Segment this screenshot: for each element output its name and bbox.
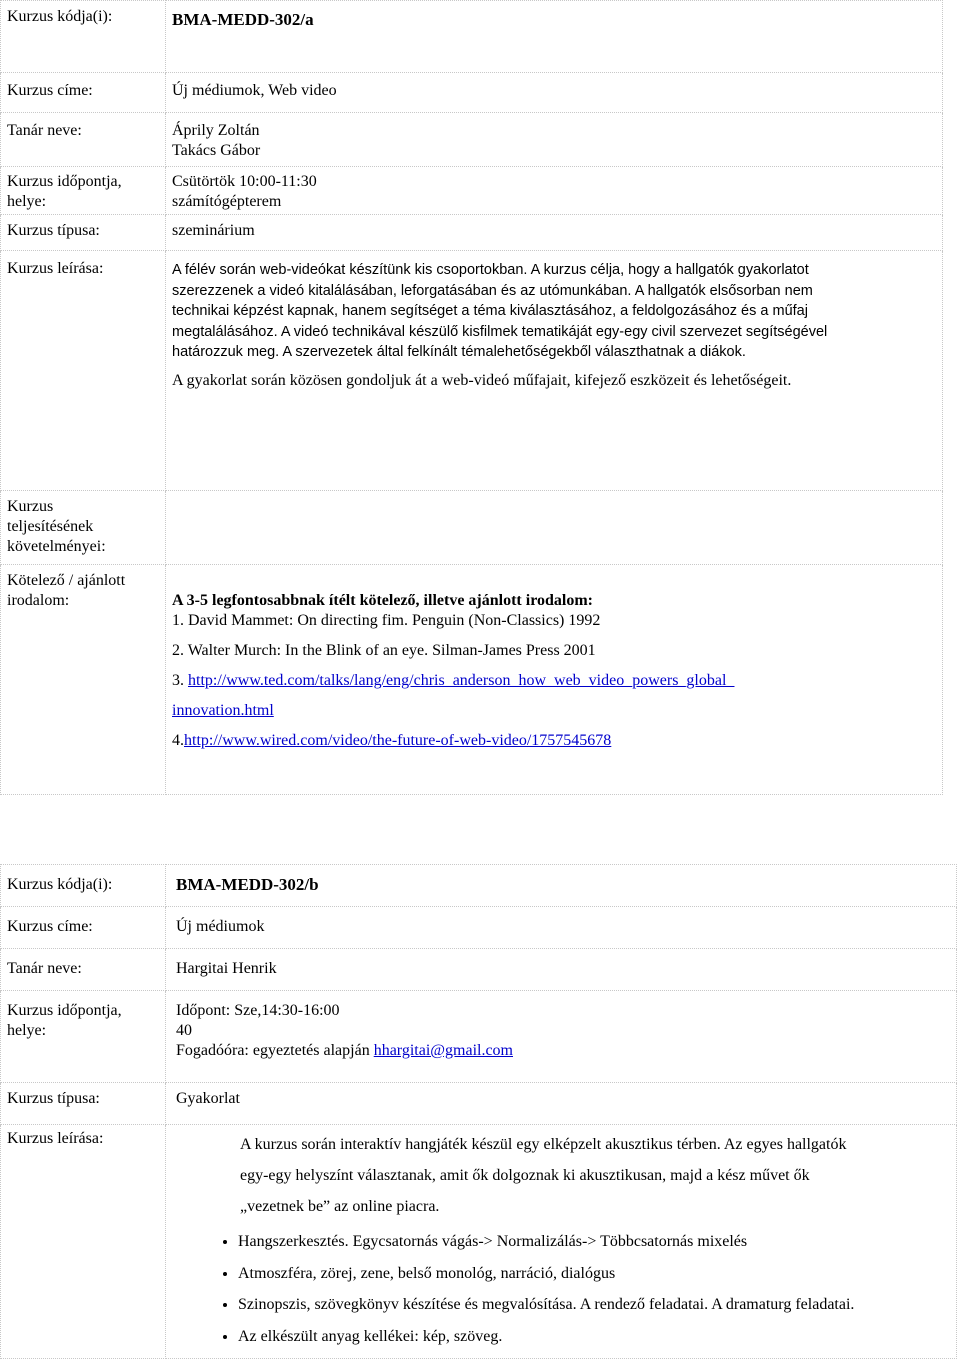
course-title: Új médiumok, Web video	[166, 73, 943, 113]
topic-list	[172, 1232, 956, 1347]
wired-link[interactable]: http://www.wired.com/video/the-future-of-web-video/1757545678	[184, 732, 612, 749]
course-code: BMA-MEDD-302/a	[172, 10, 314, 29]
literature-item: 4.http://www.wired.com/video/the-future-of-web-video/1757545678	[172, 732, 612, 749]
literature-heading: A 3-5 legfontosabbnak ítélt kötelező, illetve ajánlott irodalom:	[172, 592, 593, 609]
course-time-place	[166, 991, 957, 1083]
description-extra: A gyakorlat során közösen gondoljuk át a web-videó műfajait, kifejező eszközeit és lehetőségeit.	[172, 371, 792, 389]
code-label: Kurzus kódja(i):	[1, 1, 166, 73]
requirements-label: Kurzus teljesítésének követelményei:	[1, 491, 166, 565]
course-table-b	[0, 864, 957, 1359]
course-description	[166, 1125, 957, 1359]
list-item: • Hangszerkesztés. Egycsatornás vágás-> Normalizálás-> Többcsatornás mixelés	[238, 1232, 956, 1252]
description-paragraph: A félév során web-videókat készítünk kis csoportokban. A kurzus célja, hogy a hallgatók gyakorlatot szerezzenek a videó kitalálásában, leforgatásában és az utómunkában. A hallgatók elsősorban nem technikai képzést kapnak, hanem segítséget a téma kiválasztásához, a feldolgozásához és a műfaj megtalálásához. A videó technikával készülő kisfilmek tematikáját egy-egy civil szervezet segítségével határozzuk meg. A szervezetek által felkínált témalehetőségekből választhatnak a diákok.	[172, 262, 828, 360]
title-label: Kurzus címe:	[1, 73, 166, 113]
ted-link-continued[interactable]: innovation.html	[172, 702, 274, 719]
teacher-name: Hargitai Henrik	[166, 949, 957, 991]
type-label: Kurzus típusa:	[1, 1083, 166, 1125]
ted-link[interactable]: http://www.ted.com/talks/lang/eng/chris_anderson_how_web_video_powers_global_	[188, 672, 735, 689]
course-type: szeminárium	[166, 215, 943, 251]
course-type: Gyakorlat	[166, 1083, 957, 1125]
literature-item: 1. David Mammet: On directing fim. Penguin (Non-Classics) 1992	[172, 612, 601, 629]
literature-item: 2. Walter Murch: In the Blink of an eye. Silman-James Press 2001	[172, 642, 596, 659]
course-code: BMA-MEDD-302/b	[176, 875, 319, 894]
teacher-label: Tanár neve:	[1, 949, 166, 991]
course-title: Új médiumok	[166, 907, 957, 949]
teacher-name: Takács Gábor	[172, 142, 261, 159]
list-item: • Szinopszis, szövegkönyv készítése és megvalósítása. A rendező feladatai. A dramaturg feladatai.	[238, 1295, 956, 1315]
desc-label: Kurzus leírása:	[1, 1125, 166, 1359]
office-hours: Fogadóóra: egyeztetés alapján hhargitai@gmail.com	[176, 1042, 513, 1059]
course-time-place	[166, 167, 943, 215]
literature-item: 3. http://www.ted.com/talks/lang/eng/chris_anderson_how_web_video_powers_global_	[172, 672, 735, 689]
type-label: Kurzus típusa:	[1, 215, 166, 251]
list-item: • Az elkészült anyag kellékei: kép, szöveg.	[238, 1327, 956, 1347]
list-item: • Atmoszféra, zörej, zene, belső monológ, narráció, dialógus	[238, 1264, 956, 1284]
description-paragraph: A kurzus során interaktív hangjáték készül egy elképzelt akusztikus térben. Az egyes hallgatók egy-egy helyszínt választanak, amit ők dolgoznak ki akusztikusan, majd a kész művet ők „vezetnek be” az online piacra.	[240, 1136, 847, 1215]
literature-label: Kötelező / ajánlott irodalom:	[1, 565, 166, 795]
code-label: Kurzus kódja(i):	[1, 865, 166, 907]
teacher-name: Áprily Zoltán	[172, 122, 260, 139]
course-time: Időpont: Sze,14:30-16:00	[176, 1002, 340, 1019]
desc-label: Kurzus leírása:	[1, 251, 166, 491]
time-label: Kurzus időpontja, helye:	[1, 167, 166, 215]
course-room: 40	[176, 1022, 192, 1039]
course-place: számítógépterem	[172, 193, 282, 210]
teacher-label: Tanár neve:	[1, 113, 166, 167]
course-description	[166, 251, 943, 491]
literature-list	[166, 565, 943, 795]
teacher-names	[166, 113, 943, 167]
course-time: Csütörtök 10:00-11:30	[172, 173, 317, 190]
requirements-value	[166, 491, 943, 565]
time-label: Kurzus időpontja, helye:	[1, 991, 166, 1083]
email-link[interactable]: hhargitai@gmail.com	[373, 1042, 513, 1059]
title-label: Kurzus címe:	[1, 907, 166, 949]
